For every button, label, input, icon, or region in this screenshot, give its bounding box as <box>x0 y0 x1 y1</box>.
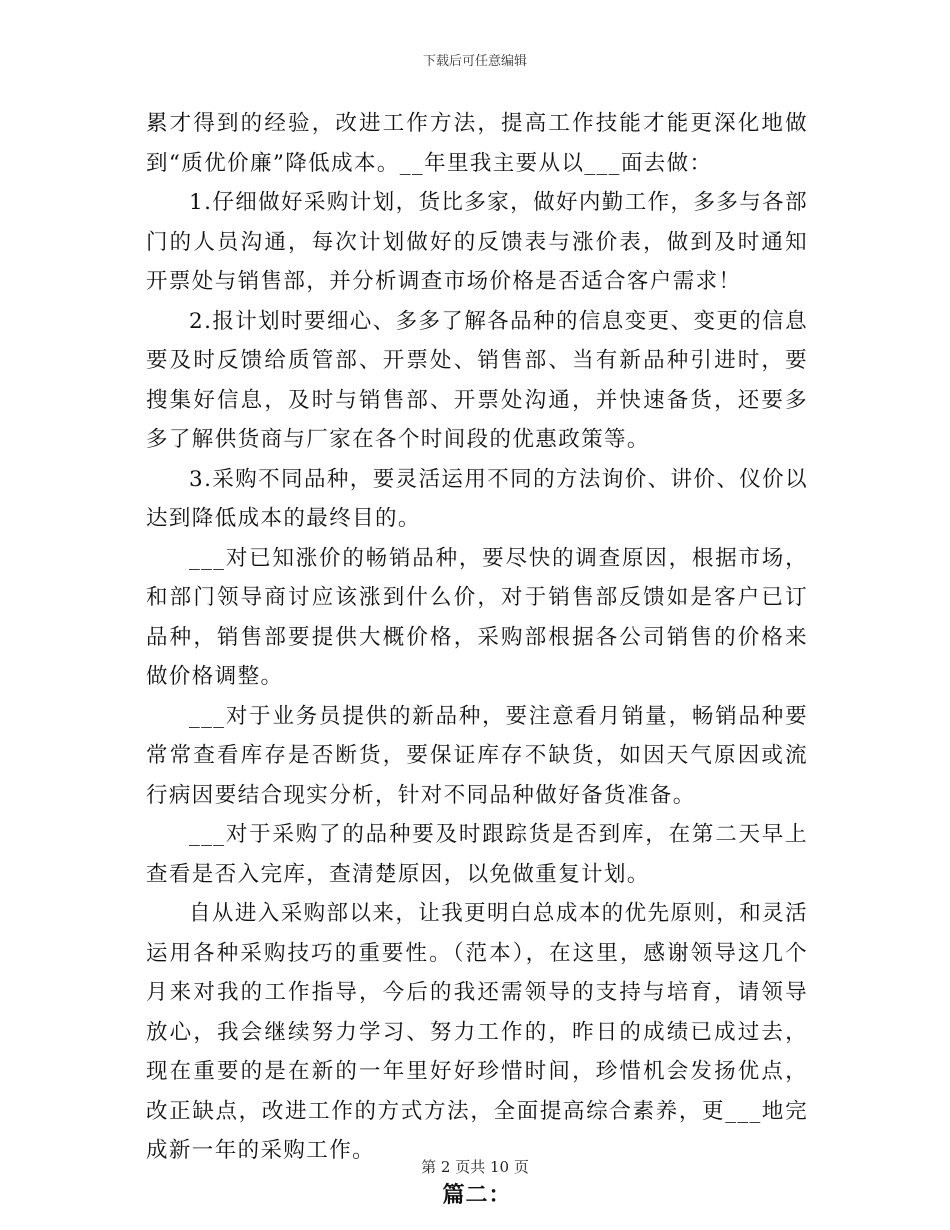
header-note: 下载后可任意编辑 <box>422 54 527 69</box>
paragraph-price-increase: ___对已知涨价的畅销品种，要尽快的调查原因，根据市场，和部门领导商讨应该涨到什么价，对于销售部反馈如是客户已订品种，销售部要提供大概价格，采购部根据各公司销售的价格来做价格调整。 <box>146 545 808 689</box>
section-title: 篇二： <box>442 1181 512 1208</box>
paragraph-tracking: ___对于采购了的品种要及时跟踪货是否到库，在第二天早上查看是否入完库，查清楚原因，以免做重复计划。 <box>146 822 808 887</box>
paragraph-item-1: 1.仔细做好采购计划，货比多家，做好内勤工作，多多与各部门的人员沟通，每次计划做好的反馈表与涨价表，做到及时通知开票处与销售部，并分析调查市场价格是否适合客户需求！ <box>146 190 808 294</box>
page-indicator: 第 2 页共 10 页 <box>421 1158 529 1176</box>
paragraph-item-3: 3.采购不同品种，要灵活运用不同的方法询价、讲价、仪价以达到降低成本的最终目的。 <box>146 466 808 531</box>
paragraph-item-2: 2.报计划时要细心、多多了解各品种的信息变更、变更的信息要及时反馈给质管部、开票处、销售部、当有新品种引进时，要搜集好信息，及时与销售部、开票处沟通，并快速备货，还要多多了解供货商与厂家在各个时间段的优惠政策等。 <box>146 308 808 452</box>
paragraph-conclusion: 自从进入采购部以来，让我更明白总成本的优先原则，和灵活运用各种采购技巧的重要性。（范本），在这里，感谢领导这几个月来对我的工作指导，今后的我还需领导的支持与培育，请领导放心，我会继续努力学习、努力工作的，昨日的成绩已成过去，现在重要的是在新的一年里好好珍惜时间，珍惜机会发扬优点，改正缺点，改进工作的方式方法，全面提高综合素养，更___地完成新一年的采购工作。 <box>146 901 808 1163</box>
paragraph-new-products: ___对于业务员提供的新品种，要注意看月销量，畅销品种要常常查看库存是否断货，要保证库存不缺货，如因天气原因或流行病因要结合现实分析，针对不同品种做好备货准备。 <box>146 703 808 808</box>
document-body <box>146 104 808 1215</box>
paragraph-continuation: 累才得到的经验，改进工作方法，提高工作技能才能更深化地做到“质优价廉”降低成本。__年里我主要从以___面去做： <box>146 111 808 176</box>
